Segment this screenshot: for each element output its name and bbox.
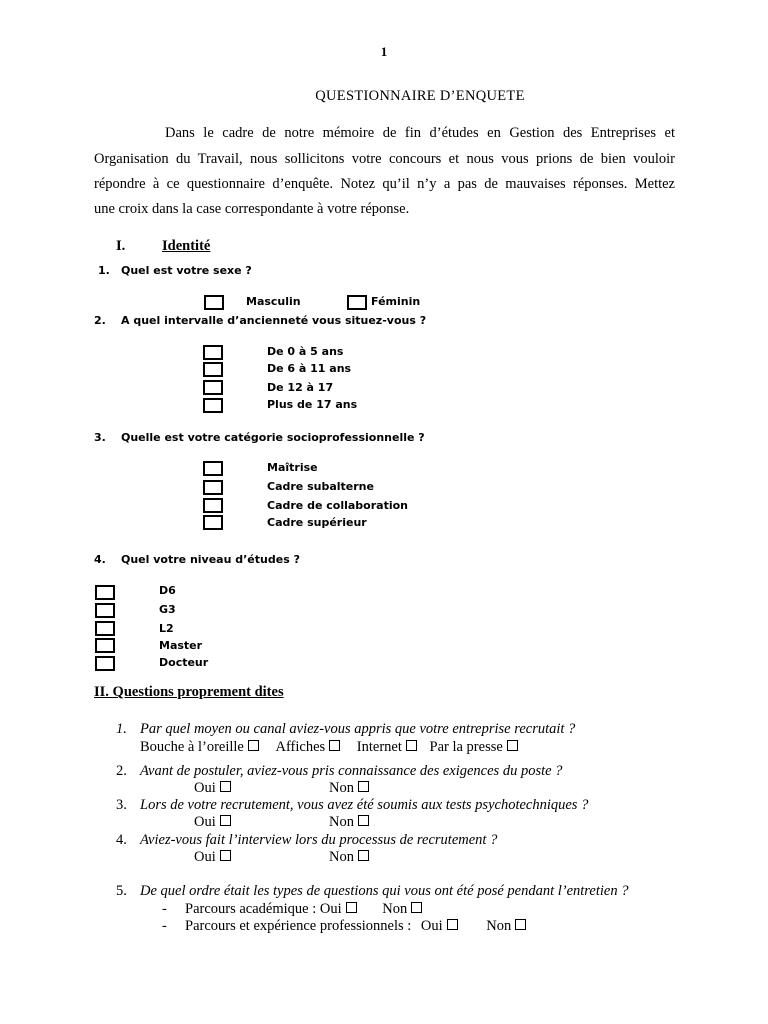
sub-item-2 xyxy=(185,918,526,935)
sub-item-2-label: Parcours et expérience professionnels : xyxy=(185,918,412,934)
s2-q1-answers xyxy=(140,739,518,756)
checkbox-academique-non[interactable] xyxy=(411,902,422,913)
checkbox-q3-oui[interactable] xyxy=(220,815,231,826)
s2-question-1-text: Par quel moyen ou canal aviez-vous appris que votre entreprise recrutait ? xyxy=(140,721,576,737)
answer-bouche-oreille: Bouche à l’oreille xyxy=(140,739,244,755)
intro-line-2: Organisation du Travail, nous sollicitons votre concours et nous vous prions de bien vouloir xyxy=(94,151,675,167)
option-docteur: Docteur xyxy=(159,656,209,669)
checkbox-q3-non[interactable] xyxy=(358,815,369,826)
s2-question-2-text: Avant de postuler, aviez-vous pris connaissance des exigences du poste ? xyxy=(140,763,563,779)
checkbox-maitrise[interactable] xyxy=(203,461,223,476)
answer-non: Non xyxy=(329,814,354,830)
intro-line-4: une croix dans la case correspondante à votre réponse. xyxy=(94,201,410,217)
option-feminin: Féminin xyxy=(371,295,421,308)
checkbox-q2-non[interactable] xyxy=(358,781,369,792)
question-1-number: 1. xyxy=(98,264,110,277)
option-anciennete-6-11: De 6 à 11 ans xyxy=(267,362,352,375)
sub-item-1-label: Parcours académique : xyxy=(185,901,317,917)
checkbox-experience-oui[interactable] xyxy=(447,919,458,930)
checkbox-feminin[interactable] xyxy=(347,295,367,310)
s2-question-3-number: 3. xyxy=(116,797,127,813)
checkbox-cadre-superieur[interactable] xyxy=(203,515,223,530)
answer-oui: Oui xyxy=(194,849,216,865)
question-3-text: Quelle est votre catégorie socioprofessionnelle ? xyxy=(121,431,425,444)
intro-line-1: Dans le cadre de notre mémoire de fin d’études en Gestion des Entreprises et xyxy=(165,125,675,141)
document-title: QUESTIONNAIRE D’ENQUETE xyxy=(315,88,525,104)
answer-oui: Oui xyxy=(194,780,216,796)
page-number: 1 xyxy=(380,44,388,59)
option-cadre-subalterne: Cadre subalterne xyxy=(267,480,374,493)
s2-question-2-number: 2. xyxy=(116,763,127,779)
section-1-title: Identité xyxy=(162,238,211,254)
checkbox-anciennete-12-17[interactable] xyxy=(203,380,223,395)
checkbox-experience-non[interactable] xyxy=(515,919,526,930)
checkbox-g3[interactable] xyxy=(95,603,115,618)
s2-q3-non xyxy=(329,814,369,831)
checkbox-anciennete-6-11[interactable] xyxy=(203,362,223,377)
checkbox-masculin[interactable] xyxy=(204,295,224,310)
checkbox-anciennete-0-5[interactable] xyxy=(203,345,223,360)
checkbox-d6[interactable] xyxy=(95,585,115,600)
option-master: Master xyxy=(159,639,203,652)
question-2-text: A quel intervalle d’ancienneté vous situez-vous ? xyxy=(121,314,427,327)
answer-non: Non xyxy=(329,849,354,865)
answer-affiches: Affiches xyxy=(275,739,326,755)
section-1-number: I. xyxy=(116,238,126,254)
checkbox-master[interactable] xyxy=(95,638,115,653)
option-d6: D6 xyxy=(159,584,176,597)
option-maitrise: Maîtrise xyxy=(267,461,318,474)
s2-question-3-text: Lors de votre recrutement, vous avez été soumis aux tests psychotechniques ? xyxy=(140,797,589,813)
option-cadre-collaboration: Cadre de collaboration xyxy=(267,499,408,512)
section-2-title: II. Questions proprement dites xyxy=(94,684,284,700)
checkbox-cadre-subalterne[interactable] xyxy=(203,480,223,495)
s2-q2-non xyxy=(329,780,369,797)
option-cadre-superieur: Cadre supérieur xyxy=(267,516,367,529)
s2-question-1-number: 1. xyxy=(116,721,127,737)
answer-oui: Oui xyxy=(194,814,216,830)
sub-item-2-bullet: - xyxy=(162,918,167,934)
s2-question-5-number: 5. xyxy=(116,883,127,899)
option-anciennete-12-17: De 12 à 17 xyxy=(267,381,334,394)
s2-question-4-number: 4. xyxy=(116,832,127,848)
question-2-number: 2. xyxy=(94,314,106,327)
checkbox-internet[interactable] xyxy=(406,740,417,751)
answer-non: Non xyxy=(486,918,512,934)
checkbox-anciennete-17-plus[interactable] xyxy=(203,398,223,413)
checkbox-q2-oui[interactable] xyxy=(220,781,231,792)
question-4-text: Quel votre niveau d’études ? xyxy=(121,553,300,566)
answer-non: Non xyxy=(382,901,408,917)
question-4-number: 4. xyxy=(94,553,106,566)
s2-q3-oui xyxy=(194,814,231,831)
s2-question-4-text: Aviez-vous fait l’interview lors du processus de recrutement ? xyxy=(140,832,498,848)
answer-non: Non xyxy=(329,780,354,796)
checkbox-cadre-collaboration[interactable] xyxy=(203,498,223,513)
checkbox-bouche-oreille[interactable] xyxy=(248,740,259,751)
option-l2: L2 xyxy=(159,622,174,635)
option-masculin: Masculin xyxy=(246,295,301,308)
sub-item-1-bullet: - xyxy=(162,901,167,917)
checkbox-q4-oui[interactable] xyxy=(220,850,231,861)
s2-q4-non xyxy=(329,849,369,866)
s2-q2-oui xyxy=(194,780,231,797)
checkbox-affiches[interactable] xyxy=(329,740,340,751)
s2-q4-oui xyxy=(194,849,231,866)
answer-oui: Oui xyxy=(319,901,342,917)
checkbox-l2[interactable] xyxy=(95,621,115,636)
checkbox-q4-non[interactable] xyxy=(358,850,369,861)
intro-line-3: répondre à ce questionnaire d’enquête. Notez qu’il n’y a pas de mauvaises réponses. Mettez xyxy=(94,176,675,192)
sub-item-1 xyxy=(185,901,422,918)
answer-oui: Oui xyxy=(420,918,443,934)
question-1-text: Quel est votre sexe ? xyxy=(121,264,252,277)
checkbox-presse[interactable] xyxy=(507,740,518,751)
option-g3: G3 xyxy=(159,603,176,616)
answer-presse: Par la presse xyxy=(429,739,503,755)
s2-question-5-text: De quel ordre était les types de questions qui vous ont été posé pendant l’entretien ? xyxy=(140,883,629,899)
option-anciennete-0-5: De 0 à 5 ans xyxy=(267,345,344,358)
question-3-number: 3. xyxy=(94,431,106,444)
checkbox-academique-oui[interactable] xyxy=(346,902,357,913)
checkbox-docteur[interactable] xyxy=(95,656,115,671)
answer-internet: Internet xyxy=(356,739,402,755)
option-anciennete-17-plus: Plus de 17 ans xyxy=(267,398,358,411)
